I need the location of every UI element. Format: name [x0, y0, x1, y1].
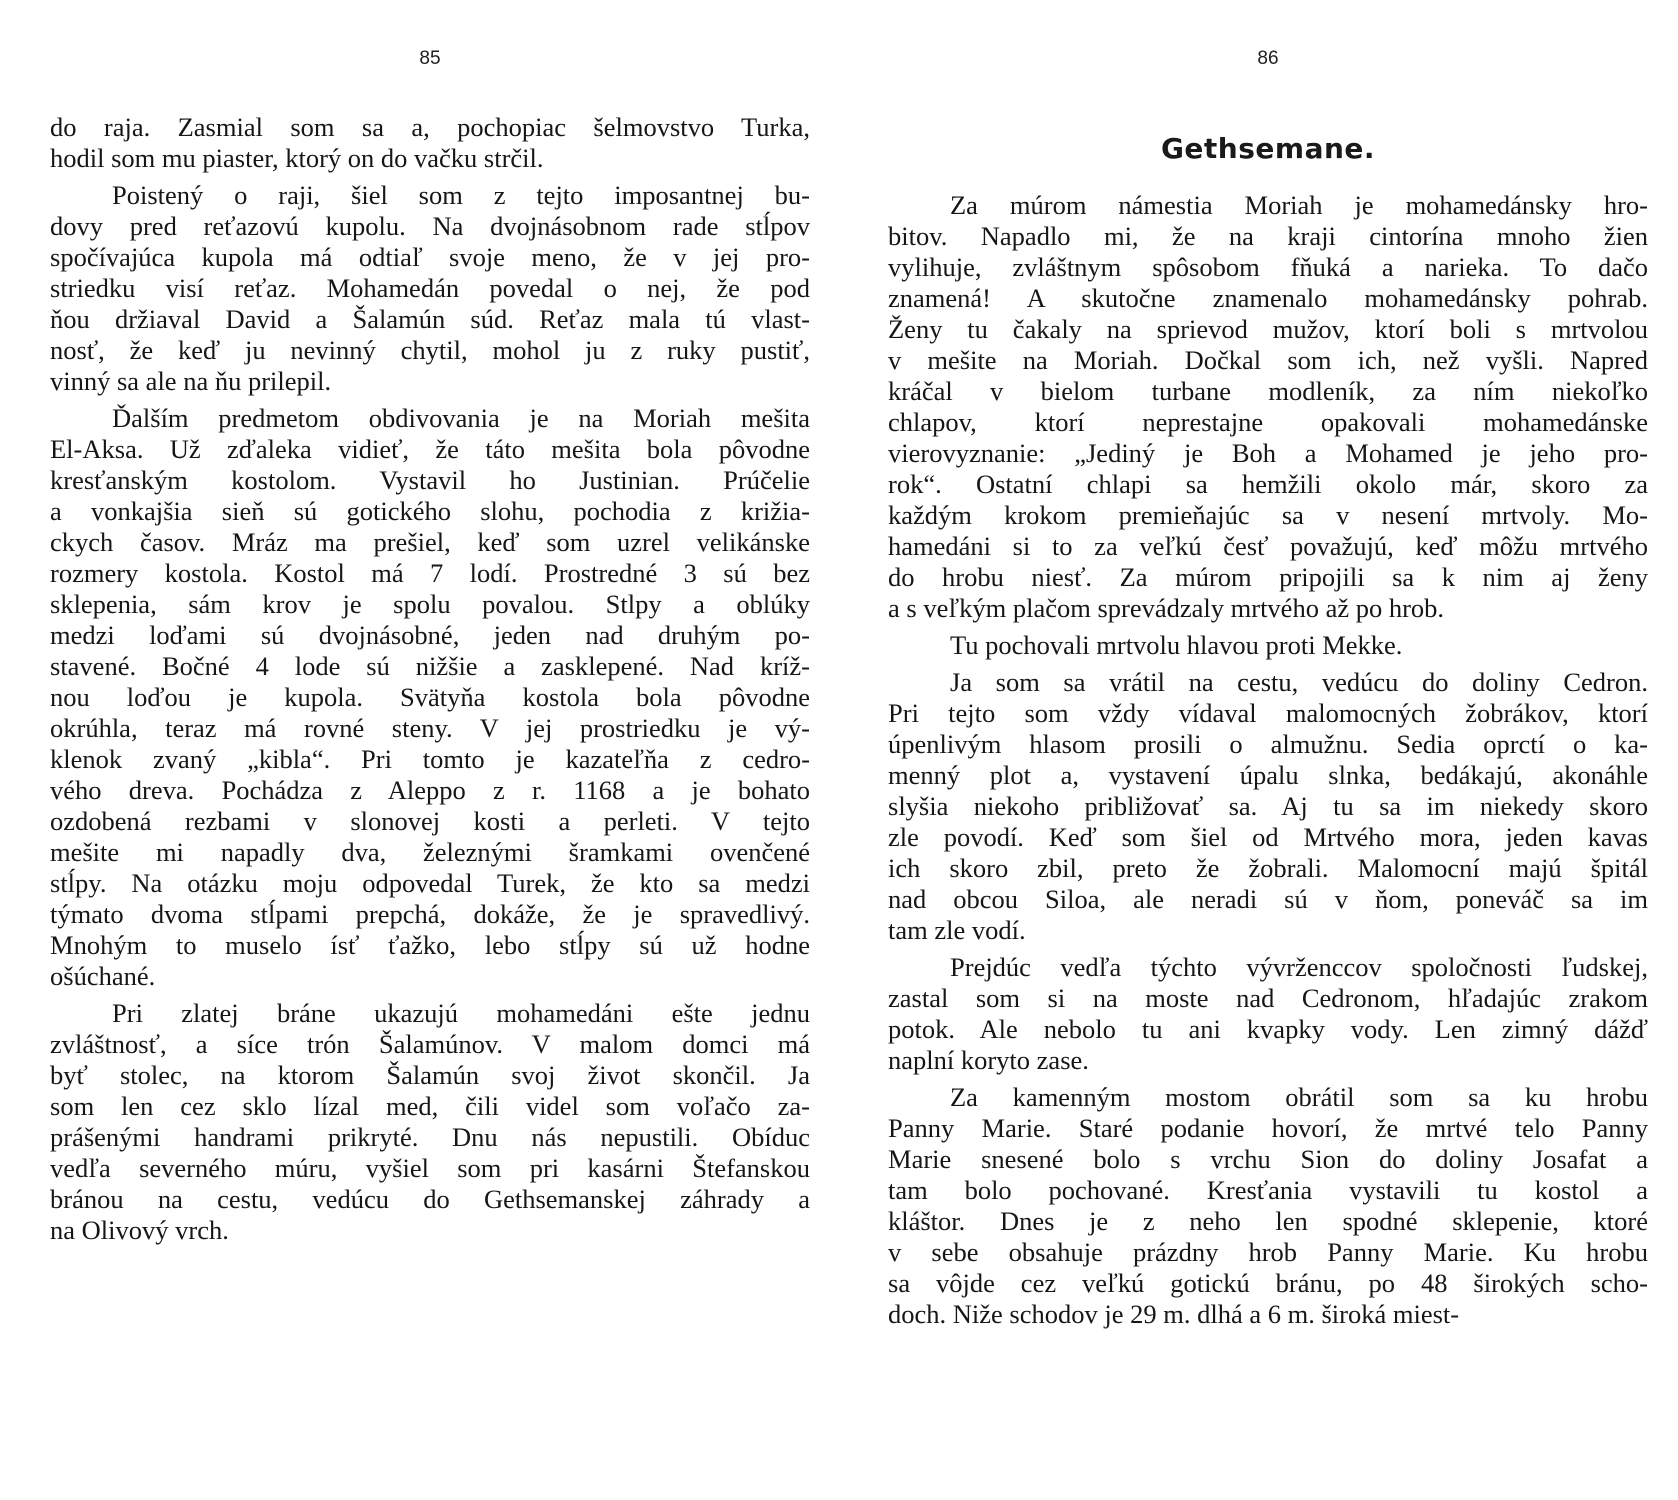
text-line: Prejdúc vedľa týchto vývrženccov spoločnosti ľudskej, — [950, 952, 1648, 982]
text-line: slyšia niekoho približovať sa. Aj tu sa im niekedy skoro — [888, 791, 1648, 821]
text-line: znamená! A skutočne znamenalo mohamedánsky pohrab. — [888, 283, 1648, 313]
text-line: naplní koryto zase. — [888, 1045, 1089, 1075]
text-line: a vonkajšia sieň sú gotického slohu, pochodia z križia- — [50, 496, 810, 526]
text-line: sa vôjde cez veľkú gotickú bránu, po 48 širokých scho- — [888, 1268, 1648, 1298]
text-line: Pri tejto som vždy vídaval malomocných žobrákov, ktorí — [888, 698, 1648, 728]
text-line: striedku visí reťaz. Mohamedán povedal o nej, že pod — [50, 273, 810, 303]
text-line: na Olivový vrch. — [50, 1215, 229, 1245]
text-line: Za kamenným mostom obrátil som sa ku hrobu — [950, 1082, 1648, 1112]
text-line: kláštor. Dnes je z neho len spodné sklepenie, ktoré — [888, 1206, 1648, 1236]
text-line: kráčal v bielom turbane modleník, za ním niekoľko — [888, 376, 1648, 406]
text-line: byť stolec, na ktorom Šalamún svoj život skončil. Ja — [50, 1060, 810, 1090]
text-line: vierovyznanie: „Jediný je Boh a Mohamed je jeho pro- — [888, 438, 1648, 468]
paragraph — [50, 403, 810, 992]
text-line: Ja som sa vrátil na cestu, vedúcu do doliny Cedron. — [950, 667, 1648, 697]
text-line: ňou držiaval David a Šalamún súd. Reťaz mala tú vlast- — [50, 304, 810, 334]
text-line: do hrobu niesť. Za múrom pripojili sa k nim aj ženy — [888, 562, 1648, 592]
text-line: v mešite na Moriah. Dočkal som ich, než vyšli. Napred — [888, 345, 1648, 375]
text-line: El-Aksa. Už zďaleka vidieť, že táto mešita bola pôvodne — [50, 434, 810, 464]
text-line: ozdobená rezbami v slonovej kosti a perleti. V tejto — [50, 806, 810, 836]
text-line: ich skoro zbil, preto že žobrali. Malomocní majú špitál — [888, 853, 1648, 883]
text-line: Tu pochovali mrtvolu hlavou proti Mekke. — [950, 630, 1403, 660]
text-line: menný plot a, vystavení úpalu slnka, bedákajú, akonáhle — [888, 760, 1648, 790]
text-line: Ďalším predmetom obdivovania je na Moriah mešita — [112, 403, 810, 433]
text-line: bitov. Napadlo mi, že na kraji cintorína mnoho žien — [888, 221, 1648, 251]
paragraph — [888, 952, 1648, 1076]
paragraph — [50, 998, 810, 1246]
text-line: týmato dvoma stĺpami prepchá, dokáže, že je spravedlivý. — [50, 899, 810, 929]
text-line: Ženy tu čakaly na sprievod mužov, ktorí boli s mrtvolou — [888, 314, 1648, 344]
text-line: Poistený o raji, šiel som z tejto imposantnej bu- — [112, 180, 810, 210]
text-line: sklepenia, sám krov je spolu povalou. Stlpy a oblúky — [50, 589, 810, 619]
text-line: ckych časov. Mráz ma prešiel, keď som uzrel velikánske — [50, 527, 810, 557]
right-page-text — [888, 190, 1648, 1336]
text-line: a s veľkým plačom sprevádzaly mrtvého až po hrob. — [888, 593, 1445, 623]
page-number-left: 85 — [419, 48, 441, 69]
text-line: zvláštnosť, a síce trón Šalamúnov. V malom domci má — [50, 1029, 810, 1059]
text-line: tam bolo pochované. Kresťania vystavili tu kostol a — [888, 1175, 1648, 1205]
text-line: rozmery kostola. Kostol má 7 lodí. Prostredné 3 sú bez — [50, 558, 810, 588]
text-line: spočívajúca kupola má odtiaľ svoje meno, že v jej pro- — [50, 242, 810, 272]
text-line: vého dreva. Pochádza z Aleppo z r. 1168 a je bohato — [50, 775, 810, 805]
text-line: chlapov, ktorí neprestajne opakovali mohamedánske — [888, 407, 1648, 437]
text-line: hodil som mu piaster, ktorý on do vačku strčil. — [50, 143, 544, 173]
page-number-right: 86 — [1257, 48, 1279, 69]
text-line: prášenými handrami prikryté. Dnu nás nepustili. Obíduc — [50, 1122, 810, 1152]
text-line: Panny Marie. Staré podanie hovorí, že mrtvé telo Panny — [888, 1113, 1648, 1143]
text-line: bránou na cestu, vedúcu do Gethsemanskej záhrady a — [50, 1184, 810, 1214]
text-line: vylihuje, zvláštnym spôsobom fňuká a narieka. To dačo — [888, 252, 1648, 282]
chapter-title: Gethsemane. — [1160, 132, 1376, 165]
paragraph — [888, 1082, 1648, 1330]
text-line: doch. Niže schodov je 29 m. dlhá a 6 m. široká miest- — [888, 1299, 1460, 1329]
text-line: úpenlivým hlasom prosili o almužnu. Sedia oprctí o ka- — [888, 729, 1648, 759]
text-line: do raja. Zasmial som sa a, pochopiac šelmovstvo Turka, — [50, 112, 810, 142]
text-line: mešite mi napadly dva, železnými šramkami ovenčené — [50, 837, 810, 867]
text-line: každým krokom premieňajúc sa v nesení mrtvoly. Mo- — [888, 500, 1648, 530]
text-line: nad obcou Siloa, ale neradi sú v ňom, poneváč sa im — [888, 884, 1648, 914]
text-line: ošúchané. — [50, 961, 156, 991]
text-line: vinný sa ale na ňu prilepil. — [50, 366, 332, 396]
text-line: v sebe obsahuje prázdny hrob Panny Marie. Ku hrobu — [888, 1237, 1648, 1267]
text-line: stĺpy. Na otázku moju odpovedal Turek, že kto sa medzi — [50, 868, 810, 898]
text-line: Marie snesené bolo s vrchu Sion do doliny Josafat a — [888, 1144, 1648, 1174]
text-line: medzi loďami sú dvojnásobné, jeden nad druhým po- — [50, 620, 810, 650]
text-line: vedľa severného múru, vyšiel som pri kasárni Štefanskou — [50, 1153, 810, 1183]
text-line: kresťanským kostolom. Vystavil ho Justinian. Prúčelie — [50, 465, 810, 495]
text-line: nosť, že keď ju nevinný chytil, mohol ju z ruky pustiť, — [50, 335, 810, 365]
text-line: potok. Ale nebolo tu ani kvapky vody. Len zimný dážď — [888, 1014, 1648, 1044]
paragraph — [888, 190, 1648, 624]
text-line: Za múrom námestia Moriah je mohamedánsky hro- — [950, 190, 1648, 220]
text-line: zle povodí. Keď som šiel od Mrtvého mora, jeden kavas — [888, 822, 1648, 852]
paragraph — [50, 112, 810, 174]
paragraph — [888, 667, 1648, 946]
text-line: dovy pred reťazovú kupolu. Na dvojnásobnom rade stĺpov — [50, 211, 810, 241]
text-line: klenok zvaný „kibla“. Pri tomto je kazateľňa z cedro- — [50, 744, 810, 774]
text-line: rok“. Ostatní chlapi sa hemžili okolo már, skoro za — [888, 469, 1648, 499]
paragraph — [888, 630, 1648, 661]
left-page-text — [50, 112, 810, 1252]
text-line: zastal som si na moste nad Cedronom, hľadajúc zrakom — [888, 983, 1648, 1013]
text-line: Pri zlatej bráne ukazujú mohamedáni ešte jednu — [112, 998, 810, 1028]
paragraph — [50, 180, 810, 397]
text-line: hamedáni si to za veľkú česť považujú, keď môžu mrtvého — [888, 531, 1648, 561]
text-line: tam zle vodí. — [888, 915, 1026, 945]
text-line: stavené. Bočné 4 lode sú nižšie a zasklepené. Nad kríž- — [50, 651, 810, 681]
text-line: nou loďou je kupola. Svätyňa kostola bola pôvodne — [50, 682, 810, 712]
text-line: Mnohým to muselo ísť ťažko, lebo stĺpy sú už hodne — [50, 930, 810, 960]
text-line: okrúhla, teraz má rovné steny. V jej prostriedku je vý- — [50, 713, 810, 743]
text-line: som len cez sklo lízal med, čili videl som voľačo za- — [50, 1091, 810, 1121]
